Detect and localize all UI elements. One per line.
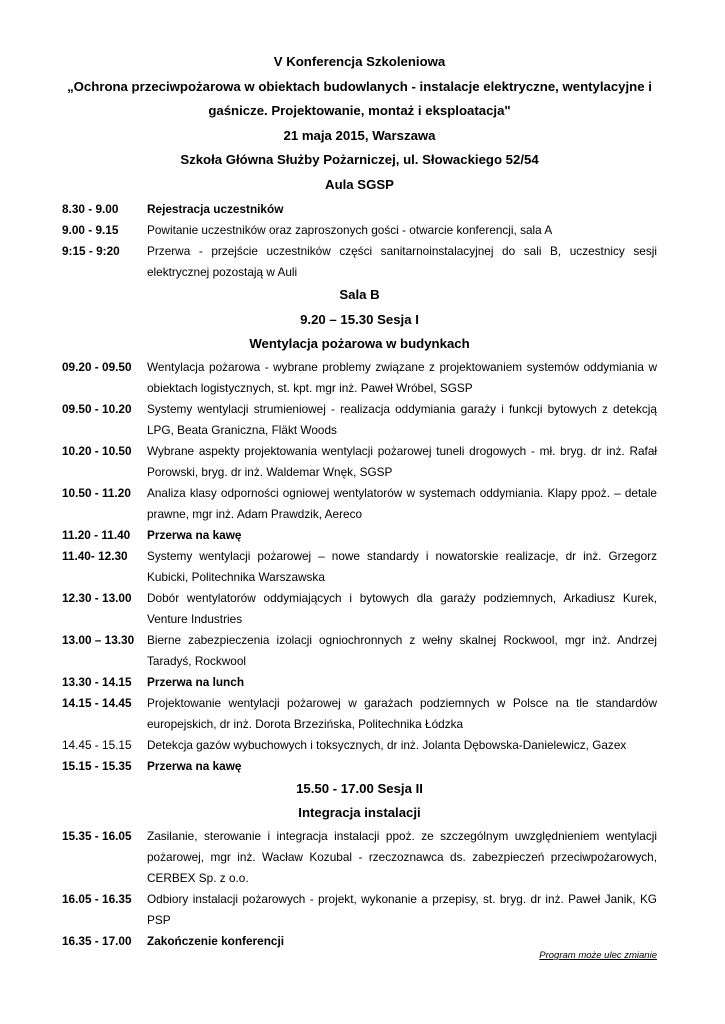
schedule-desc: Przerwa - przejście uczestników części sanitarnoinstalacyjnej do sali B, uczestnicy sesji elektrycznej pozostają w Auli [147, 244, 657, 279]
schedule-row [62, 588, 657, 630]
schedule-desc: Analiza klasy odporności ogniowej wentylatorów w systemach oddymiania. Klapy ppoż. – detale prawne, mgr inż. Adam Prawdzik, Aereco [147, 485, 657, 521]
schedule-desc: Odbiory instalacji pożarowych - projekt, wykonanie a przepisy, st. bryg. dr inż. Paweł Janik, KG PSP [147, 891, 657, 927]
schedule-row [62, 399, 657, 441]
schedule-desc: Projektowanie wentylacji pożarowej w garażach podziemnych w Polsce na tle standardów europejskich, dr inż. Dorota Brzezińska, Politechnika Łódzka [147, 695, 657, 731]
schedule-row [62, 199, 657, 220]
schedule-time: 8.30 - 9.00 [62, 202, 119, 216]
program-page [62, 50, 657, 952]
schedule-time: 11.20 - 11.40 [62, 527, 131, 542]
schedule-desc: Dobór wentylatorów oddymiających i bytowych dla garaży podziemnych, Arkadiusz Kurek, Venture Industries [147, 590, 657, 626]
schedule-row [62, 483, 657, 525]
opening-schedule [62, 199, 657, 283]
schedule-desc: Systemy wentylacji pożarowej – nowe standardy i nowatorskie realizacje, dr inż. Grzegorz Kubicki, Politechnika Warszawska [147, 548, 657, 584]
schedule-row [62, 889, 657, 931]
schedule-row [62, 241, 657, 283]
conference-title-line2: gaśnicze. Projektowanie, montaż i eksploatacja" [208, 103, 511, 118]
schedule-row [62, 672, 657, 693]
schedule-row [62, 357, 657, 399]
schedule-desc: Detekcja gazów wybuchowych i toksycznych, dr inż. Jolanta Dębowska-Danielewicz, Gazex [147, 737, 627, 752]
conference-hall: Aula SGSP [325, 176, 394, 192]
schedule-desc: Przerwa na lunch [147, 674, 245, 689]
session-2 [62, 777, 657, 952]
session-1 [62, 283, 657, 777]
schedule-desc: Wybrane aspekty projektowania wentylacji pożarowej tuneli drogowych - mł. bryg. dr inż. Rafał Porowski, bryg. dr inż. Waldemar Wnęk, SGSP [147, 443, 657, 479]
conference-date: 21 maja 2015, Warszawa [283, 127, 436, 143]
conference-venue: Szkoła Główna Służby Pożarniczej, ul. Słowackiego 52/54 [180, 152, 539, 167]
schedule-row [62, 931, 657, 952]
schedule-row [62, 735, 657, 756]
schedule-time: 15.15 - 15.35 [62, 758, 132, 773]
schedule-desc: Systemy wentylacji strumieniowej - realizacja oddymiania garaży i funkcji bytowych z detekcją LPG, Beata Graniczna, Fläkt Woods [147, 401, 657, 437]
session-title: 9.20 – 15.30 Sesja I [300, 311, 419, 327]
schedule-time: 10.20 - 10.50 [62, 443, 132, 458]
conference-header [62, 50, 657, 197]
schedule-time: 9:15 - 9:20 [62, 244, 120, 258]
schedule-time: 16.05 - 16.35 [62, 891, 132, 906]
session-topic: Wentylacja pożarowa w budynkach [249, 336, 470, 351]
program-change-note: Program może ulec zmianie [539, 950, 657, 961]
schedule-row [62, 546, 657, 588]
session-title: 15.50 - 17.00 Sesja II [296, 780, 423, 796]
schedule-row [62, 826, 657, 889]
schedule-row [62, 756, 657, 777]
schedule-time: 12.30 - 13.00 [62, 590, 132, 605]
schedule-time: 16.35 - 17.00 [62, 933, 132, 948]
schedule-time: 15.35 - 16.05 [62, 828, 132, 843]
schedule-desc: Zakończenie konferencji [147, 933, 285, 948]
schedule-time: 9.00 - 9.15 [62, 223, 119, 237]
schedule-time: 10.50 - 11.20 [62, 485, 131, 500]
conference-edition: V Konferencja Szkoleniowa [273, 54, 446, 69]
schedule-time: 13.30 - 14.15 [62, 674, 132, 689]
schedule-row [62, 525, 657, 546]
session-room: Sala B [339, 287, 380, 302]
schedule-desc: Wentylacja pożarowa - wybrane problemy związane z projektowaniem systemów oddymiania w obiektach logistycznych, st. kpt. mgr inż. Paweł Wróbel, SGSP [147, 359, 657, 395]
schedule-time: 13.00 – 13.30 [62, 632, 135, 647]
schedule-row [62, 441, 657, 483]
schedule-desc: Zasilanie, sterowanie i integracja instalacji ppoż. ze szczególnym uwzględnieniem wentylacji pożarowej, mgr inż. Wacław Kozubal - rzeczoznawca ds. zabezpieczeń przeciwpożarowych, CERBEX Sp. z o.o. [147, 828, 657, 885]
schedule-time: 09.50 - 10.20 [62, 401, 132, 416]
schedule-desc: Rejestracja uczestników [147, 202, 284, 216]
schedule-time: 14.45 - 15.15 [62, 737, 132, 752]
schedule-desc: Powitanie uczestników oraz zaproszonych gości - otwarcie konferencji, sala A [147, 223, 553, 237]
schedule-time: 14.15 - 14.45 [62, 695, 132, 710]
schedule-row [62, 220, 657, 241]
schedule-desc: Bierne zabezpieczenia izolacji ogniochronnych z wełny skalnej Rockwool, mgr inż. Andrzej Taradyś, Rockwool [147, 632, 657, 668]
schedule-desc: Przerwa na kawę [147, 758, 242, 773]
schedule-desc: Przerwa na kawę [147, 527, 242, 542]
conference-title-line1: „Ochrona przeciwpożarowa w obiektach budowlanych - instalacje elektryczne, wentylacyjne i [67, 78, 652, 94]
schedule-row [62, 693, 657, 735]
schedule-time: 09.20 - 09.50 [62, 359, 132, 374]
schedule-time: 11.40- 12.30 [62, 548, 128, 563]
schedule-row [62, 630, 657, 672]
session-topic: Integracja instalacji [298, 805, 421, 820]
